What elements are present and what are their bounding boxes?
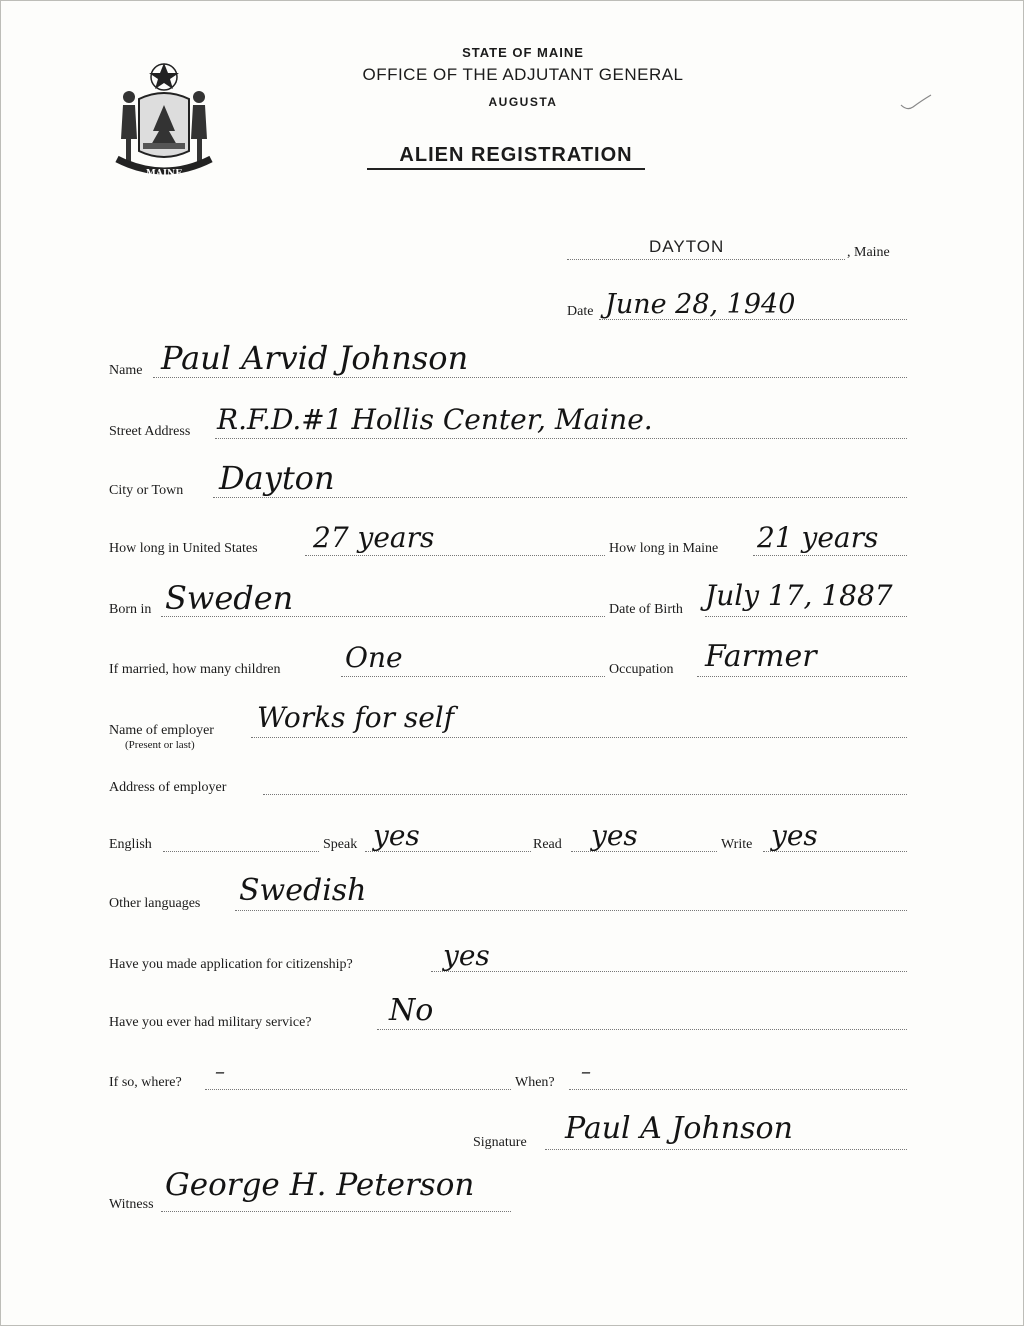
signature-line: [545, 1149, 907, 1150]
when-label: When?: [515, 1075, 555, 1090]
signature-value: Paul A Johnson: [565, 1111, 793, 1146]
write-value: yes: [771, 819, 818, 852]
years-maine-label: How long in Maine: [609, 541, 719, 556]
when-line: [569, 1089, 907, 1090]
occupation-value: Farmer: [705, 639, 817, 674]
witness-value: George H. Peterson: [165, 1167, 475, 1203]
city-value: Dayton: [219, 459, 335, 497]
military-line: [377, 1029, 907, 1030]
street-label: Street Address: [109, 424, 191, 439]
citizenship-line: [431, 971, 907, 972]
employer-sublabel: (Present or last): [125, 739, 195, 751]
years-maine-line: [753, 555, 907, 556]
maine-suffix: , Maine: [847, 245, 890, 260]
city-line: [213, 497, 907, 498]
born-in-value: Sweden: [165, 579, 294, 617]
employer-address-label: Address of employer: [109, 780, 227, 795]
employer-address-line: [263, 794, 907, 795]
where-value: –: [215, 1059, 225, 1083]
date-label: Date: [567, 304, 594, 319]
children-line: [341, 676, 605, 677]
employer-value: Works for self: [257, 701, 455, 734]
city-heading: AUGUSTA: [488, 95, 558, 109]
children-label: If married, how many children: [109, 662, 281, 677]
citizenship-value: yes: [443, 939, 490, 972]
years-us-line: [305, 555, 605, 556]
where-line: [205, 1089, 511, 1090]
street-line: [215, 438, 907, 439]
city-label: City or Town: [109, 483, 184, 498]
date-value: June 28, 1940: [605, 289, 796, 320]
employer-line: [251, 737, 907, 738]
citizenship-label: Have you made application for citizenship?: [109, 957, 353, 972]
speak-label: Speak: [323, 837, 358, 852]
office-heading: OFFICE OF THE ADJUTANT GENERAL: [362, 65, 684, 84]
occupation-label: Occupation: [609, 662, 674, 677]
street-value: R.F.D.#1 Hollis Center, Maine.: [217, 403, 653, 436]
write-label: Write: [721, 837, 753, 852]
military-label: Have you ever had military service?: [109, 1015, 312, 1030]
other-languages-label: Other languages: [109, 896, 201, 911]
name-line: [153, 377, 907, 378]
read-value: yes: [591, 819, 638, 852]
years-us-value: 27 years: [313, 521, 435, 554]
dob-label: Date of Birth: [609, 602, 683, 617]
place-stamp: DAYTON: [649, 237, 725, 256]
occupation-line: [697, 676, 907, 677]
military-value: No: [389, 993, 434, 1028]
dob-value: July 17, 1887: [705, 579, 893, 612]
signature-label: Signature: [473, 1135, 527, 1150]
children-value: One: [345, 641, 403, 674]
english-label: English: [109, 837, 152, 852]
speak-value: yes: [373, 819, 420, 852]
dob-line: [705, 616, 907, 617]
read-label: Read: [533, 837, 562, 852]
form-title: ALIEN REGISTRATION: [399, 144, 633, 166]
witness-line: [161, 1211, 511, 1212]
place-line: [567, 259, 845, 260]
born-in-label: Born in: [109, 602, 152, 617]
name-value: Paul Arvid Johnson: [161, 339, 469, 377]
witness-label: Witness: [109, 1197, 154, 1212]
svg-text:MAINE: MAINE: [145, 169, 183, 179]
state-heading: STATE OF MAINE: [462, 45, 584, 60]
years-maine-value: 21 years: [757, 521, 879, 554]
title-underline: [367, 168, 645, 170]
other-languages-value: Swedish: [239, 873, 367, 908]
where-label: If so, where?: [109, 1075, 182, 1090]
name-label: Name: [109, 363, 143, 378]
english-line: [163, 851, 319, 852]
employer-label: Name of employer: [109, 723, 214, 738]
years-us-label: How long in United States: [109, 541, 258, 556]
when-value: –: [581, 1059, 591, 1083]
other-languages-line: [235, 910, 907, 911]
